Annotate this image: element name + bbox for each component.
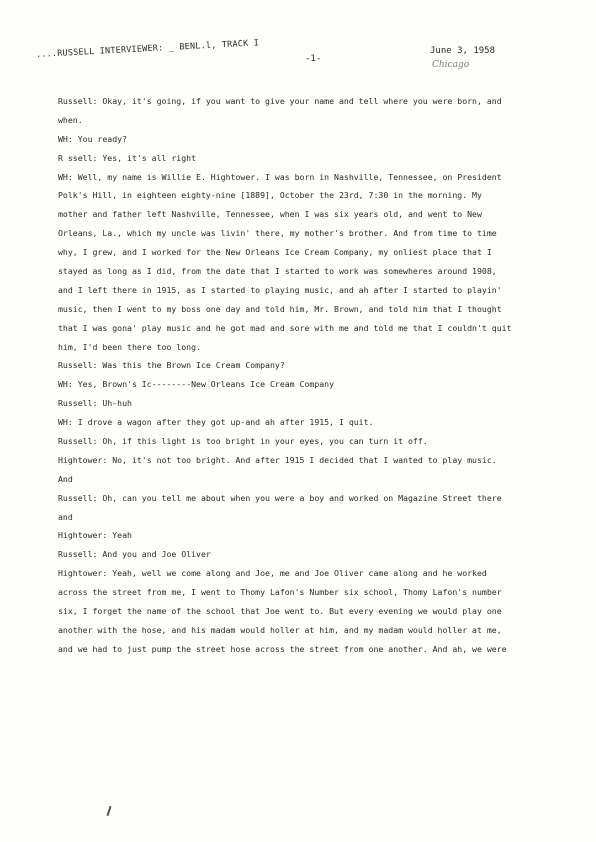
transcript-line: him, I'd been there too long. [58, 341, 201, 352]
transcript-line: WH: I drove a wagon after they got up-and ah after 1915, I quit. [58, 417, 374, 428]
transcript-line: Russell: Okay, it's going, if you want to give your name and tell where you were born, and [58, 96, 502, 106]
transcript-line: Hightower: Yeah [58, 530, 132, 541]
transcript-line: and [58, 511, 73, 522]
transcript-line: when. [58, 114, 83, 125]
transcript-line: music, then I went to my boss one day and told him, Mr. Brown, and told him that I thought [58, 303, 502, 314]
transcript-line: another with the hose, and his madam would holler at him, and my madam would holler at me, [58, 624, 502, 635]
transcript-line: WH: Yes, Brown's Ic--------New Orleans Ice Cream Company [58, 379, 335, 390]
pencil-mark [107, 806, 112, 816]
transcript-line: Hightower: No, it's not too bright. And after 1915 I decided that I wanted to play music. [58, 454, 497, 465]
transcript-line: mother and father left Nashville, Tennessee, when I was six years old, and went to New [58, 209, 482, 220]
transcript-line: Russell: Oh, can you tell me about when you were a boy and worked on Magazine Street there [58, 492, 502, 503]
transcript-body [58, 92, 558, 659]
transcript-line: Polk's Hill, in eighteen eighty-nine [1889], October the 23rd, 7:30 in the morning. My [58, 190, 482, 201]
page-number: -1- [305, 54, 322, 64]
transcript-line: and I left there in 1915, as I started to playing music, and ah after I started to playin' [58, 284, 502, 295]
transcript-line: And [58, 473, 73, 484]
interview-header: ....RUSSELL INTERVIEWER: _ BENL.l, TRACK I [35, 38, 260, 60]
transcript-line: why, I grew, and I worked for the New Orleans Ice Cream Company, my onliest place that I [58, 247, 492, 258]
transcript-line: WH: Well, my name is Willie E. Hightower. I was born in Nashville, Tennessee, on President [58, 171, 502, 182]
transcript-line: and we had to just pump the street hose across the street from one another. And ah, we were [58, 643, 507, 654]
transcript-line: across the street from me, I went to Thomy Lafon's Number six school, Thomy Lafon's number [58, 587, 502, 598]
transcript-line: Russell: Oh, if this light is too bright in your eyes, you can turn it off. [58, 436, 428, 447]
transcript-line: Russell: Uh-huh [58, 398, 132, 409]
interview-date: June 3, 1958 [430, 46, 496, 56]
transcript-line: R ssell: Yes, it's all right [58, 152, 197, 163]
handwritten-location: Chicago [432, 60, 470, 70]
transcript-line: stayed as long as I did, from the date that I started to work was somewheres around 1908, [58, 266, 497, 277]
transcript-line: Hightower: Yeah, well we come along and Joe, me and Joe Oliver came along and he worked [58, 568, 487, 579]
transcript-line: that I was gonа' play music and he got mad and sore with me and told me that I couldn't quit [58, 322, 512, 333]
transcript-line: Orleans, La., which my uncle was livin' there, my mother's brother. And from time to time [58, 228, 497, 239]
transcript-line: Russell: Was this the Brown Ice Cream Company? [58, 360, 285, 371]
transcript-line: six, I forget the name of the school that Joe went to. But every evening we would play one [58, 606, 502, 617]
transcript-line: WH: You ready? [58, 133, 128, 144]
transcript-line: Russell: And you and Joe Oliver [58, 549, 211, 560]
